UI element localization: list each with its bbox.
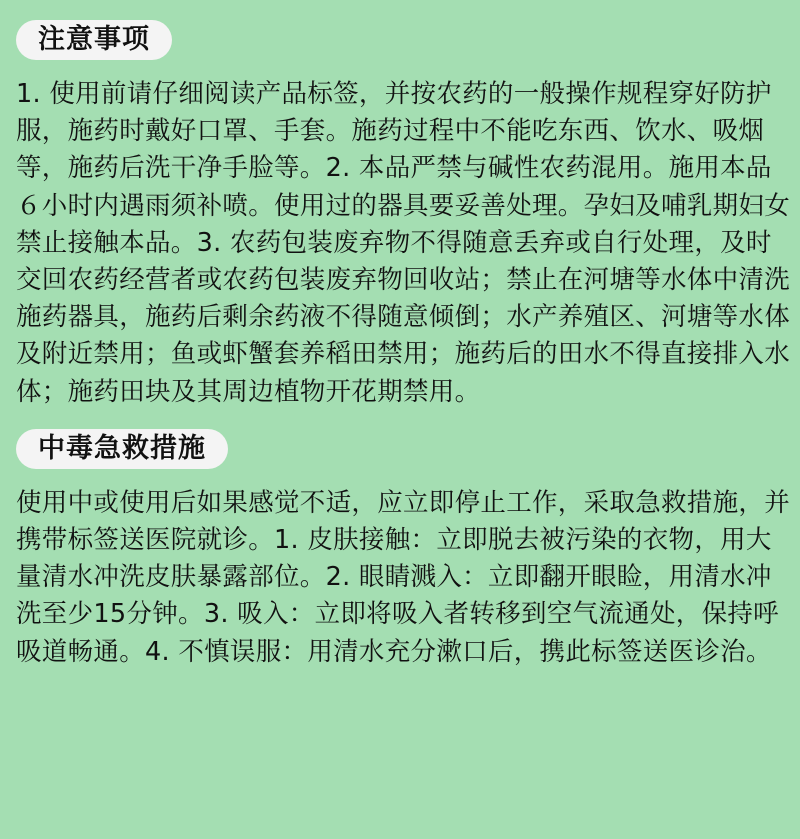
precautions-heading: 注意事项 (16, 20, 172, 60)
precautions-text: 1. 使用前请仔细阅读产品标签，并按农药的一般操作规程穿好防护服，施药时戴好口罩、手套。施药过程中不能吃东西、饮水、吸烟等，施药后洗干净手脸等。2. 本品严禁与碱性农药混用。施用本品６小时内遇雨须补喷。使用过的器具要妥善处理。孕妇及哺乳期妇女禁止接触本品。3. 农药包装废弃物不得随意丢弃或自行处理，及时交回农药经营者或农药包装废弃物回收站；禁止在河塘等水体中清洗施药器具，施药后剩余药液不得随意倾倒；水产养殖区、河塘等水体及附近禁用；鱼或虾蟹套养稻田禁用；施药后的田水不得直接排入水体；施药田块及其周边植物开花期禁用。 (16, 79, 791, 407)
first-aid-heading: 中毒急救措施 (16, 429, 228, 469)
first-aid-text: 使用中或使用后如果感觉不适，应立即停止工作，采取急救措施，并携带标签送医院就诊。1. 皮肤接触：立即脱去被污染的衣物，用大量清水冲洗皮肤暴露部位。2. 眼睛溅入：立即翻开眼睑，用清水冲洗至少15分钟。3. 吸入：立即将吸入者转移到空气流通处，保持呼吸道畅通。4. 不慎误服：用清水充分漱口后，携此标签送医诊治。 (16, 487, 791, 667)
